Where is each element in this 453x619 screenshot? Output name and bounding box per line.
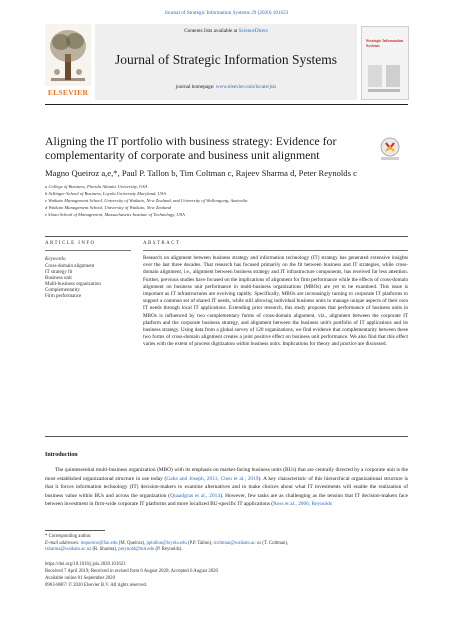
citation-link[interactable]: Ross et al., 2006, Reynolds: [273, 501, 332, 508]
contents-line: Contents lists available at ScienceDirect: [184, 28, 268, 34]
keyword-item: Firm performance: [45, 294, 82, 299]
email-link[interactable]: pptallon@loyola.edu: [146, 541, 187, 546]
doi-link[interactable]: https://doi.org/10.1016/j.jsis.2020.101623: [45, 562, 126, 567]
keyword-item: IT strategy fit: [45, 270, 73, 275]
sciencedirect-link[interactable]: ScienceDirect: [238, 28, 268, 34]
introduction-heading: Introduction: [45, 452, 78, 458]
journal-banner: [45, 24, 408, 100]
affiliation-e: e Sloan School of Management, Massachusetts Institute of Technology, USA: [45, 212, 185, 217]
header-rule: [45, 104, 408, 105]
citation-link[interactable]: Gaba and Joseph, 2013, Chen et al., 2019: [166, 475, 259, 482]
affiliation-d: d Waikato Management School, University of Waikato, New Zealand: [45, 205, 171, 210]
keyword-item: Complementarity: [45, 288, 80, 293]
abstract-heading: ABSTRACT: [143, 241, 181, 246]
affiliation-b: b Sellinger School of Business, Loyola University Maryland, USA: [45, 191, 166, 196]
author-list: Magno Queiroz a,e,*, Paul P. Tallon b, Tim Coltman c, Rajeev Sharma d, Peter Reynolds c: [45, 168, 357, 178]
affiliation-c: c Waikato Management School, University of Waikato, New Zealand, and University of Wollongong, Australia: [45, 198, 248, 203]
keyword-item: Business unit: [45, 276, 72, 281]
received-dates: Received 7 April 2019; Received in revised form 6 August 2020; Accepted 6 August 2020: [45, 569, 218, 574]
email-link[interactable]: mqueiroz@fau.edu: [80, 541, 118, 546]
copyright: 0963-8687/ © 2020 Elsevier B.V. All rights reserved.: [45, 583, 148, 588]
homepage-link[interactable]: www.elsevier.com/locate/jsis: [215, 84, 277, 90]
email-addresses: E-mail addresses: mqueiroz@fau.edu (M. Queiroz), pptallon@loyola.edu (P.P. Tallon), tcoltman@waikato.ac.nz (T. Coltman), rsharma@waikato.ac.nz (R. Sharma), preynold@mit.edu (P. Reynolds).: [45, 541, 289, 553]
email-link[interactable]: preynold@mit.edu: [118, 547, 155, 553]
available-online: Available online 01 September 2020: [45, 576, 115, 581]
homepage-line: journal homepage: www.elsevier.com/locate/jsis: [175, 84, 277, 90]
email-link[interactable]: rsharma@waikato.ac.nz: [45, 547, 92, 553]
footnote-rule: [45, 530, 105, 531]
affiliation-a: a College of Business, Florida Atlantic University, USA: [45, 184, 148, 189]
keywords-label: Keywords:: [45, 257, 67, 262]
article-info-heading: ARTICLE INFO: [45, 241, 96, 246]
journal-reference[interactable]: Journal of Strategic Information Systems 29 (2020) 101623: [164, 10, 289, 16]
keyword-item: Multi-business organization: [45, 282, 101, 287]
publisher-name: ELSEVIER: [47, 88, 89, 97]
corresponding-author-note: * Corresponding author.: [45, 534, 92, 539]
crossmark-icon[interactable]: [377, 136, 403, 162]
article-title: Aligning the IT portfolio with business strategy: Evidence for complementarity of corporate and business unit alignment: [45, 134, 337, 162]
cover-title: Strategic Information Systems: [366, 38, 404, 48]
journal-name: Journal of Strategic Information Systems: [115, 52, 337, 67]
keyword-item: Cross-domain alignment: [45, 264, 95, 269]
article-info-rule: [45, 250, 131, 251]
abstract-bottom-rule: [45, 436, 408, 437]
introduction-text: The quintessential multi-business organization (MBO) with its emphasis on market-facing business units (BUs) that are centrally directed by a corporate unit is the most established organizational structure in use today (Gaba and Joseph, 2013, Chen et al., 2019). A key characteristic of this hierarchical organizational structure is that it forces information technology (IT) decision-makers to examine alternatives and to make choices about what IT investments will enable the realization of business value within BUs and across the organization (Quaadgras et al., 2014). However, few tasks are as challenging as the tension that IT decision-makers face between investment in firm-wide corporate IT platforms and more localized BU-specific IT applications (Ross et al., 2006, Reynolds: [45, 467, 408, 508]
article-info-rule-top: [45, 236, 408, 237]
abstract-text: Research on alignment between business strategy and information technology (IT) strategy has generated extensive insights over the last three decades. That research has focused primarily on the fit between business and IT strategies, while cross-domain alignment, i.e., alignment between business strategy and IT infrastructure components, has received far less attention. Further, previous studies have focused on the implications of alignment for firm performance while the effects of cross-domain alignment on business unit performance in multi-business organizations (MBOs) are yet to be examined. This issue is important as IT infrastructures are evolving rapidly. Specifically, MBOs are increasingly turning to corporate IT platforms to support a common set of shared IT needs, while still allowing individual business units to manage unique aspects of their own IT needs through local IT applications. Extending prior research, this study proposes that performance of business units in MBOs is influenced by two complementary forms of cross-domain alignment, viz., alignment between the corporate IT platform and the corporate business strategy, and alignment between the business unit's portfolio of IT applications and its business strategy. Using data from a global survey of 120 organizations, we find evidence that complementarity between these two forms of cross-domain alignment creates a joint positive effect on business unit performance. We also find that this effect varies with the extent of process digitization within business units. Implications for theory and practice are discussed.: [143, 255, 408, 348]
banner-box: [95, 24, 357, 100]
journal-cover-thumbnail: [361, 26, 409, 100]
abstract-rule: [143, 250, 408, 251]
email-link[interactable]: tcoltman@waikato.ac.nz: [213, 541, 262, 546]
citation-link[interactable]: Quaadgras et al., 2014: [170, 492, 221, 499]
